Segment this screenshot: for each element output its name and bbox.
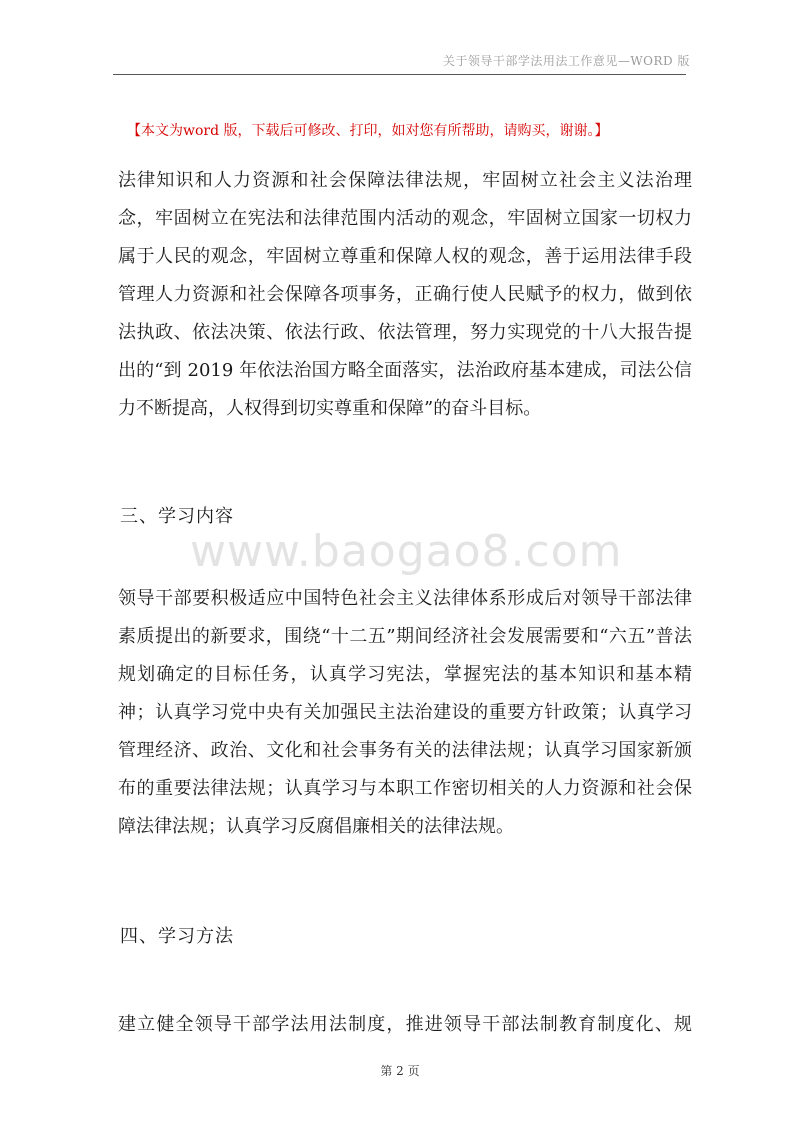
paragraph-law-knowledge: 法律知识和人力资源和社会保障法律法规，牢固树立社会主义法治理念，牢固树立在宪法和法律范围内活动的观念，牢固树立国家一切权力属于人民的观念，牢固树立尊重和保障人权的观念，善于运用法律手段管理人力资源和社会保障各项事务，正确行使人民赋予的权力，做到依法执政、依法决策、依法行政、依法管理，努力实现党的十八大报告提出的“到 2019 年依法治国方略全面落实，法治政府基本建成，司法公信力不断提高，人权得到切实尊重和保障”的奋斗目标。 [118,170,692,419]
site-watermark: www.baogao8.com [190,526,623,577]
document-header-title: 关于领导干部学法用法工作意见—WORD 版 [442,54,690,68]
page-number: 第 2 页 [380,1064,420,1078]
paragraph-study-method: 建立健全领导干部学法用法制度，推进领导干部法制教育制度化、规 [118,1014,692,1035]
purchase-notice: 【本文为word 版，下载后可修改、打印，如对您有所帮助，请购买，谢谢。】 [127,123,609,139]
section-heading-study-content: 三、学习内容 [120,506,234,527]
paragraph-study-content: 领导干部要积极适应中国特色社会主义法律体系形成后对领导干部法律素质提出的新要求，围绕“十二五”期间经济社会发展需要和“六五”普法规划确定的目标任务，认真学习宪法，掌握宪法的基本知识和基本精神；认真学习党中央有关加强民主法治建设的重要方针政策；认真学习管理经济、政治、文化和社会事务有关的法律法规；认真学习国家新颁布的重要法律法规；认真学习与本职工作密切相关的人力资源和社会保障法律法规；认真学习反腐倡廉相关的法律法规。 [118,588,692,837]
header-divider [113,74,686,75]
section-heading-study-method: 四、学习方法 [120,926,234,947]
